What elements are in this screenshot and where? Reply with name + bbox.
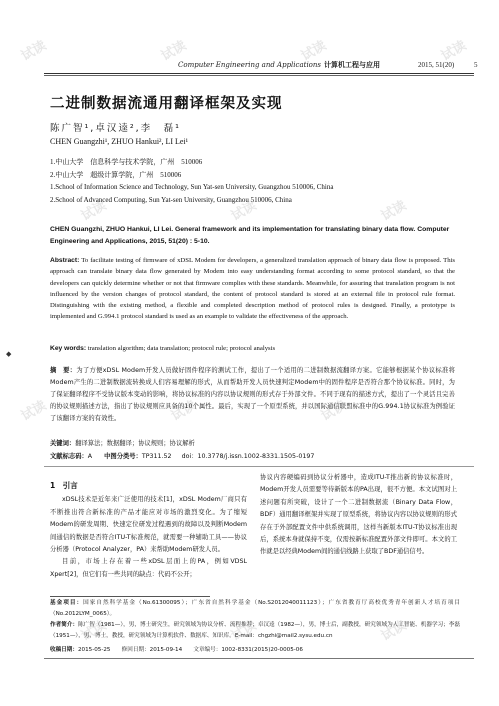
header-rule-thin — [44, 75, 474, 76]
abstract-chinese — [50, 365, 455, 425]
watermark: 试读 — [78, 198, 110, 225]
abstract-text: To facilitate testing of firmware of xDSL Modem for developers, a generalized translation approach of binary data flow is proposed. This approach can translate binary data flow generated by Modem into easy understanding format according to some protocol standard, so that the developers can quickly determine whether or not that firmware complies with these standards. Meanwhile, for assuring that translation program is not influenced by the version changes of protocol standard, the content of protocol standard is stored at an external file in protocol rule format. Distinguishing with the existing method, a flexible and completed description method of protocol rules is designed. Finally, a prototype is implemented and G.994.1 protocol standard is used as an example to validate the effectiveness of the approach. — [50, 257, 455, 321]
body-paragraph: xDSL技术是近年来广泛使用的技术[1]，xDSL Modem厂商只有不断推出符合新标准的产品才能应对市场的激烈变化。为了缩短Modem的研发周期、快速定位研发过程遇到的故障以及判断Modem间通信的数据是否符合ITU-T标准规范，就需要一种辅助工具——协议分析器（Protocol Analyzer，PA）来帮助Modem研发人员。 — [50, 496, 247, 554]
body-paragraph: 目前，市场上存在着一些xDSL层面上的PA，例如VDSL Xpert[2]，但它们有一些共同的缺点：代码不公开； — [50, 558, 247, 578]
clc-label: 中图分类号： — [104, 453, 142, 460]
watermark: 试读 — [158, 38, 190, 65]
footnote-rule — [50, 596, 210, 597]
footnote-label: 收稿日期： — [50, 647, 78, 653]
watermark: 试读 — [78, 618, 110, 645]
abstract-cn-label: 摘 要： — [50, 367, 77, 374]
page-number: 5 — [474, 61, 478, 69]
abstract-label: Abstract: — [50, 257, 80, 264]
affiliation-en-1: 1.School of Information Science and Technology, Sun Yat-sen University, Guangzhou 510006, China — [50, 183, 334, 191]
doi-value: 10.3778/j.issn.1002-8331.1505-0197 — [197, 453, 315, 460]
journal-name-cn: 计算机工程与应用 — [324, 61, 380, 69]
clc-code: TP311.52 — [141, 453, 172, 460]
authors-english: CHEN Guangzhi¹, ZHUO Hankui², LI Lei¹ — [50, 137, 189, 146]
watermark: 试读 — [228, 618, 260, 645]
watermark: 试读 — [228, 198, 260, 225]
doc-code-label: 文献标志码： — [50, 453, 88, 460]
keywords-chinese — [50, 438, 195, 447]
affiliation-en-2: 2.School of Advanced Computing, Sun Yat-sen University, Guangzhou 510006, China — [50, 196, 292, 204]
footnote-label: 作者简介： — [50, 622, 79, 628]
footnote-text: 国家自然科学基金（No.61300095）；广东省自然科学基金（No.S2012040011123）；广东省教育厅高校优秀青年创新人才培育项目（No.2012LYM_0065）。 — [50, 600, 460, 617]
keywords-label: Key words: — [50, 345, 87, 352]
footnote-text: 2015-05-25 修回日期：2015-09-14 文章编号：1002-8331(2015)20-0005-06 — [77, 647, 303, 653]
journal-name: Computer Engineering and Applications — [178, 61, 321, 69]
binding-mark: ◆ — [6, 350, 12, 358]
footer-rule — [44, 658, 474, 659]
abstract-english — [50, 255, 455, 323]
footnote-dates — [50, 645, 460, 656]
footnote-label: 基金项目： — [50, 600, 84, 606]
paper-title: 二进制数据流通用翻译框架及实现 — [50, 96, 283, 112]
abstract-cn-text: 为了方便xDSL Modem开发人员做好固件程序的测试工作，提出了一个适用的二进制数据流翻译方案。它能够根据某个协议标准将Modem产生的二进制数据流转换成人们容易理解的形式，从而帮助开发人员快速判定Modem中的固件程序是否符合那个协议标准。同时，为了保证翻译程序不受协议版本变动的影响，将协议标准的内容以协议规则的形式存于外部文件。不同于现有的描述方式，提出了一个灵活且完善的协议规则描述方法，指出了协议规则应具备的10个属性。最后，实现了一个原型系统，并以国际通信联盟标准中的G.994.1协议标准为例验证了该翻译方案的有效性。 — [50, 367, 455, 422]
header-rule — [44, 73, 474, 74]
body-paragraph: 协议内容硬编码到协议分析器中，造成ITU-T推出新的协议标准时，Modem开发人员需要等待新版本的PA出现，很不方便。本文试图对上述问题有所突破，设计了一个二进制数据流（Binary Data Flow，BDF）通用翻译框架并实现了原型系统，将协议内容以协议规则的形式存在于外部配置文件中供系统调用，这样当新版本ITU-T协议标准出现后，系统本身就保持不变，仅需按新标准配置外部文件即可。本文的工作就是以经典Modem间的通信线路上获取了BDF通信信号。 — [260, 474, 457, 556]
section-separator — [44, 466, 474, 467]
affiliation-cn-1: 1.中山大学 信息科学与技术学院，广州 510006 — [50, 158, 203, 166]
footnote-authors — [50, 620, 460, 641]
watermark: 试读 — [298, 38, 330, 65]
keywords-text: translation algorithm; data translation; protocol rule; protocol analysis — [87, 345, 276, 352]
watermark: 试读 — [378, 618, 410, 645]
citation: CHEN Guangzhi, ZHUO Hankui, LI Lei. General framework and its implementation for translating binary data flow. Computer Engineering and Applications, 2015, 51(20) : 5-10. — [50, 226, 450, 245]
footnote-funding — [50, 598, 460, 619]
authors-chinese: 陈广智¹,卓汉逵²,李 磊¹ — [50, 123, 181, 134]
doc-code: A — [87, 453, 93, 460]
section-heading: 1 引言 — [50, 481, 78, 490]
doi-label: doi： — [181, 453, 198, 460]
watermark: 试读 — [378, 198, 410, 225]
keywords-english — [50, 345, 455, 352]
watermark: 试读 — [318, 398, 350, 425]
running-header — [44, 58, 478, 72]
watermark: 试读 — [168, 398, 200, 425]
keywords-cn-text: 翻译算法；数据翻译；协议规则；协议解析 — [75, 440, 195, 447]
watermark: 试读 — [438, 38, 470, 65]
article-metadata — [50, 451, 314, 460]
watermark: 试读 — [18, 398, 50, 425]
issue-number: 2015, 51(20) — [418, 61, 455, 69]
body-right-column — [260, 472, 457, 559]
keywords-cn-label: 关键词： — [50, 440, 76, 447]
footnote-text: 陈广智（1981—），男，博士研究生，研究领域为协议分析、流程推荐；卓汉逵（1982—），男，博士后，副教授，研究领域为人工智能、机器学习；李磊（1951—），男，博士，教授，研究领域为计算机软件、数据库、知识库。E-mail：chgzhi@mail2.sysu.edu.cn — [50, 622, 460, 639]
body-left-column — [50, 480, 247, 581]
watermark: 试读 — [18, 38, 50, 65]
affiliation-cn-2: 2.中山大学 超级计算学院，广州 510006 — [50, 171, 182, 179]
